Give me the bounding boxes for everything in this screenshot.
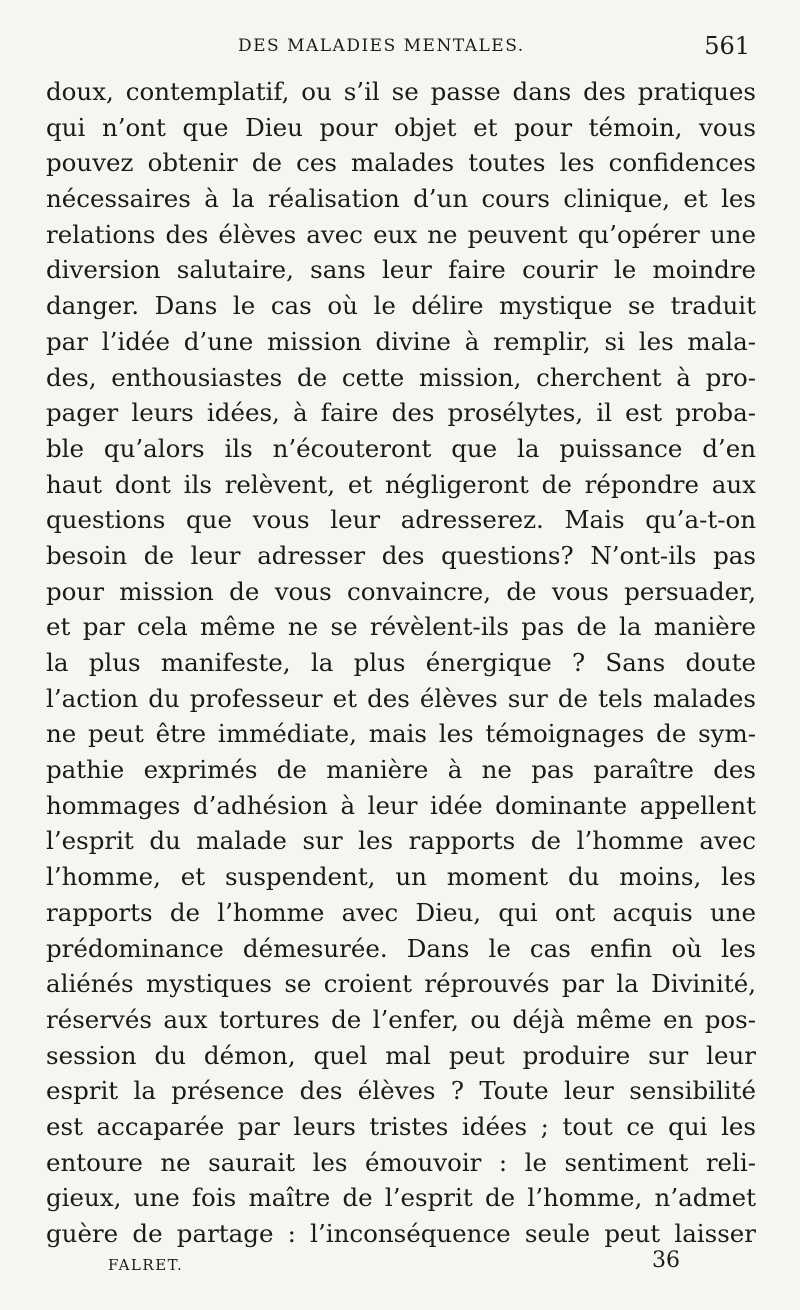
text-line: besoin de leur adresser des questions? N’ont-ils pas [46, 540, 756, 570]
text-line: pour mission de vous convaincre, de vous persuader, [46, 576, 756, 606]
text-line: des, enthousiastes de cette mission, cherchent à pro- [46, 362, 756, 392]
text-line: ble qu’alors ils n’écouteront que la puissance d’en [46, 433, 756, 463]
text-line: gieux, une fois maître de l’esprit de l’homme, n’admet [46, 1183, 756, 1213]
text-line: pouvez obtenir de ces malades toutes les confidences [46, 148, 756, 178]
printer-signature: FALRET. [108, 1256, 184, 1274]
sheet-number: 36 [652, 1248, 680, 1273]
text-line: pathie exprimés de manière à ne pas paraître des [46, 755, 756, 785]
text-line: réservés aux tortures de l’enfer, ou déjà même en pos- [46, 1004, 756, 1034]
page-footer [0, 1246, 800, 1286]
text-line: ne peut être immédiate, mais les témoignages de sym- [46, 719, 756, 749]
text-line: prédominance démesurée. Dans le cas enfin où les [46, 933, 756, 963]
text-line: hommages d’adhésion à leur idée dominante appellent [46, 790, 756, 820]
text-line: session du démon, quel mal peut produire sur leur [46, 1040, 756, 1070]
text-line: l’action du professeur et des élèves sur de tels malades [46, 683, 756, 713]
running-title: DES MALADIES MENTALES. [238, 36, 525, 56]
text-line: relations des élèves avec eux ne peuvent qu’opérer une [46, 219, 756, 249]
text-line: esprit la présence des élèves ? Toute leur sensibilité [46, 1076, 756, 1106]
text-line: danger. Dans le cas où le délire mystique se traduit [46, 291, 756, 321]
text-line: diversion salutaire, sans leur faire courir le moindre [46, 255, 756, 285]
text-line: guère de partage : l’inconséquence seule peut laisser [46, 1219, 756, 1248]
text-line: qui n’ont que Dieu pour objet et pour témoin, vous [46, 112, 756, 142]
text-line: aliénés mystiques se croient réprouvés par la Divinité, [46, 969, 756, 999]
text-line: par l’idée d’une mission divine à remplir, si les mala- [46, 326, 756, 356]
text-line: entoure ne saurait les émouvoir : le sentiment reli- [46, 1147, 756, 1177]
text-line: la plus manifeste, la plus énergique ? Sans doute [46, 648, 756, 677]
text-line: nécessaires à la réalisation d’un cours clinique, et les [46, 184, 756, 214]
page-number: 561 [704, 32, 750, 60]
body-text [46, 74, 756, 1252]
text-line: pager leurs idées, à faire des prosélytes, il est proba- [46, 398, 756, 428]
text-line: l’esprit du malade sur les rapports de l’homme avec [46, 826, 756, 856]
text-line: rapports de l’homme avec Dieu, qui ont acquis une [46, 897, 756, 927]
text-line: haut dont ils relèvent, et négligeront de répondre aux [46, 469, 756, 499]
text-line: l’homme, et suspendent, un moment du moins, les [46, 862, 756, 892]
text-line: et par cela même ne se révèlent-ils pas de la manière [46, 612, 756, 642]
running-header [238, 34, 758, 64]
text-line: questions que vous leur adresserez. Mais qu’a-t-on [46, 505, 756, 535]
text-line: doux, contemplatif, ou s’il se passe dans des pratiques [46, 77, 756, 106]
text-line: est accaparée par leurs tristes idées ; tout ce qui les [46, 1111, 756, 1141]
